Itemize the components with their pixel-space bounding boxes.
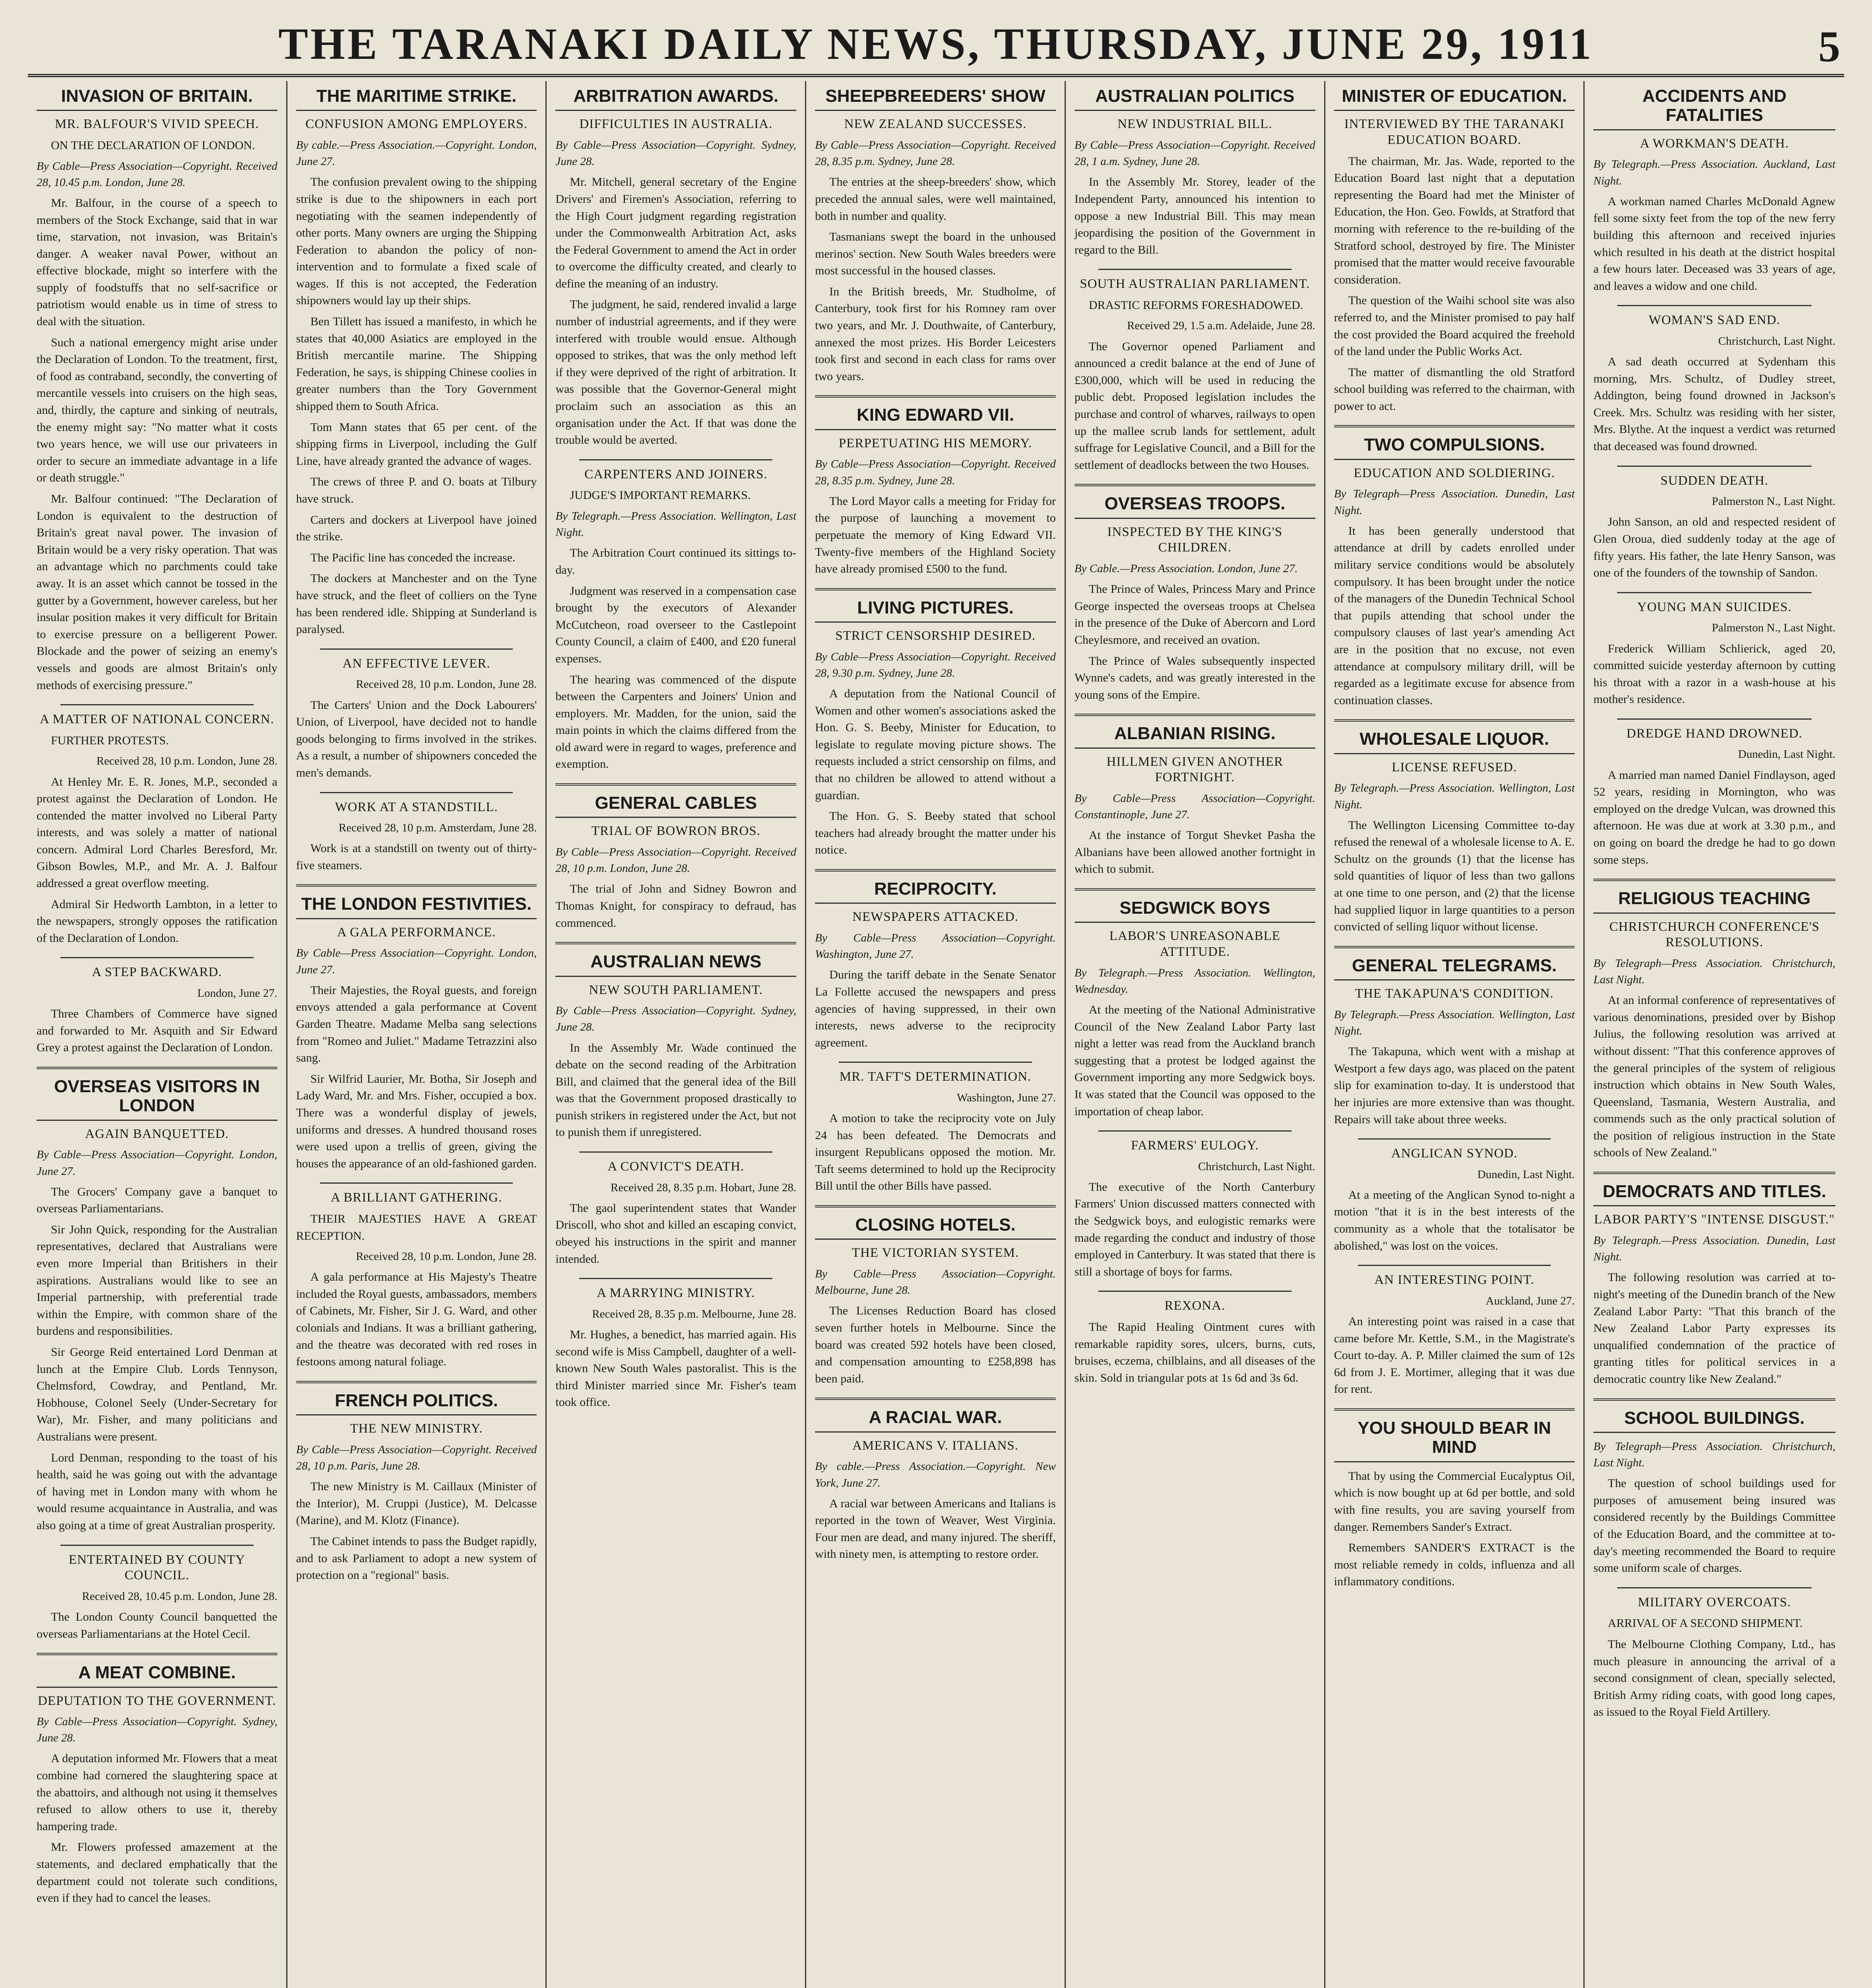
article-paragraph: The entries at the sheep-breeders' show, which preceded the annual sales, were well maintained, both in number and quality. <box>815 175 1056 223</box>
article-paragraph: ARRIVAL OF A SECOND SHIPMENT. <box>1608 1617 1803 1630</box>
masthead <box>28 14 1844 77</box>
article <box>296 87 537 638</box>
section-divider <box>1593 1172 1835 1174</box>
article <box>37 957 277 1056</box>
section-divider <box>1075 484 1315 486</box>
article-subheading: A CONVICT'S DEATH. <box>607 1159 745 1174</box>
article-paragraph: Mr. Flowers professed amazement at the statements, and declared emphatically that the department could not tolerate such conditions, even if they had to cancel the leases. <box>37 1840 277 1905</box>
article-subheading: INSPECTED BY THE KING'S CHILDREN. <box>1107 524 1282 555</box>
article-subheading: DEPUTATION TO THE GOVERNMENT. <box>38 1693 276 1708</box>
column-5 <box>1066 81 1325 1988</box>
article-paragraph: The trial of John and Sidney Bowron and Thomas Knight, for conspiracy to defraud, has commenced. <box>555 882 797 930</box>
article-subheading: YOUNG MAN SUICIDES. <box>1637 600 1792 614</box>
article <box>555 87 796 449</box>
sub-divider <box>1617 466 1812 467</box>
article-paragraph: By Telegraph—Press Association. Christchurch, Last Night. <box>1593 957 1835 986</box>
section-divider <box>1334 425 1575 427</box>
article <box>1593 718 1835 868</box>
sub-divider <box>320 1182 513 1184</box>
article <box>1593 592 1835 708</box>
article-paragraph: Frederick William Schlierick, aged 20, committed suicide yesterday afternoon by cutting his throat with a razor in a wash-house at his mother's residence. <box>1593 642 1835 706</box>
article-paragraph: The crews of three P. and O. boats at Tilbury have struck. <box>296 475 537 506</box>
article-paragraph: In the British breeds, Mr. Studholme, of Canterbury, took first for his Romney ram over two years, and Mr. J. Douthwaite, of Canterbury, annexed the most prizes. His Border Leicesters took first and second in each class for rams over two years. <box>815 285 1056 383</box>
section-divider <box>815 869 1056 872</box>
article-subheading: A MATTER OF NATIONAL CONCERN. <box>39 712 274 727</box>
article <box>1593 879 1835 1161</box>
section-divider <box>815 1398 1056 1400</box>
article-subheading: DIFFICULTIES IN AUSTRALIA. <box>579 117 773 132</box>
article <box>555 1278 796 1411</box>
article-paragraph: The Grocers' Company gave a banquet to overseas Parliamentarians. <box>37 1185 277 1215</box>
article-paragraph: A workman named Charles McDonald Agnew fell some sixty feet from the top of the new ferry building this afternoon and received injuries which resulted in his death at the district hospital a few hours later. Deceased was 33 years of age, and leaves a widow and one child. <box>1593 194 1835 293</box>
article-paragraph: By Cable—Press Association—Copyright. Received 28, 8.35 p.m. Sydney, June 28. <box>815 458 1056 487</box>
article <box>1334 1408 1575 1590</box>
sub-divider <box>1617 592 1812 593</box>
article <box>1075 269 1315 474</box>
article-paragraph: Sir Wilfrid Laurier, Mr. Botha, Sir Joseph and Lady Ward, Mr. and Mrs. Fisher, occupied a box. There was a wonderful display of jewels, uniforms and dresses. A hundred thousand roses were used upon a trellis of green, giving the houses the appearance of an old-fashioned garden. <box>296 1072 537 1170</box>
article <box>296 1381 537 1584</box>
article <box>1075 1130 1315 1280</box>
article-heading: SHEEPBREEDERS' SHOW <box>815 87 1056 111</box>
article-subheading: INTERVIEWED BY THE TARANAKI EDUCATION BOARD. <box>1344 117 1565 147</box>
article-subheading: CHRISTCHURCH CONFERENCE'S RESOLUTIONS. <box>1609 919 1820 950</box>
article-paragraph: The Cabinet intends to pass the Budget rapidly, and to ask Parliament to adopt a new system of protection on a "regional" basis. <box>296 1534 537 1582</box>
section-divider <box>1075 714 1315 716</box>
page-number: 5 <box>1818 22 1840 71</box>
article <box>296 884 537 1172</box>
article-paragraph: By Cable—Press Association—Copyright. Received 28, 10 p.m. Paris, June 28. <box>296 1443 537 1472</box>
sub-divider <box>839 1062 1032 1063</box>
article-heading: AUSTRALIAN NEWS <box>555 952 796 977</box>
article <box>815 1062 1056 1195</box>
article-paragraph: The matter of dismantling the old Stratford school building was referred to the chairman, with power to act. <box>1334 365 1575 413</box>
article <box>815 1205 1056 1387</box>
sub-divider <box>1098 1291 1292 1292</box>
article-paragraph: Work is at a standstill on twenty out of thirty-five steamers. <box>296 842 537 872</box>
article-paragraph: Dunedin, Last Night. <box>1477 1168 1575 1181</box>
article <box>1075 87 1315 258</box>
article-paragraph: The confusion prevalent owing to the shipping strike is due to the shipowners in each port negotiating with the seamen independently of other ports. Many owners are urging the Shipping Federation to abandon the policy of non-intervention and to formulate a fixed scale of wages. If this is not accepted, the Federation shipowners would lay up their ships. <box>296 175 537 307</box>
article-paragraph: By Cable—Press Association—Copyright. Received 28, 8.35 p.m. Sydney, June 28. <box>815 138 1056 168</box>
article-heading: ALBANIAN RISING. <box>1075 724 1315 748</box>
article-paragraph: Sir George Reid entertained Lord Denman at lunch at the Empire Club. Lords Tennyson, Chelmsford, Cowdray, and Pentland, Mr. Hobhouse, Colonel Seely (Under-Secretary for War), Mr. Fisher, and many politicians and Australians were present. <box>37 1345 277 1444</box>
column-2 <box>287 81 547 1988</box>
article <box>1075 1291 1315 1386</box>
sub-divider <box>1098 1130 1292 1132</box>
article-paragraph: By Cable—Press Association—Copyright. Sydney, June 28. <box>555 1004 797 1034</box>
article-subheading: NEWSPAPERS ATTACKED. <box>852 910 1018 924</box>
article-heading: OVERSEAS TROOPS. <box>1075 494 1315 518</box>
article-subheading: AN INTERESTING POINT. <box>1374 1273 1534 1287</box>
article <box>1075 484 1315 703</box>
article-heading: ACCIDENTS AND FATALITIES <box>1593 87 1835 130</box>
article <box>815 1398 1056 1563</box>
article-paragraph: Three Chambers of Commerce have signed and forwarded to Mr. Asquith and Sir Edward Grey a protest against the Declaration of London. <box>37 1007 277 1054</box>
article-paragraph: At the meeting of the National Administrative Council of the New Zealand Labor Party last night a letter was read from the Auckland branch suggesting that a protest be lodged against the Government importing any more Sedgwick boys. It was stated that the Council was opposed to the importation of cheap labor. <box>1074 1003 1315 1118</box>
article-paragraph: By Telegraph—Press Association. Dunedin, Last Night. <box>1334 487 1575 517</box>
article-paragraph: By Telegraph.—Press Association. Wellington, Wednesday. <box>1074 966 1315 996</box>
article-paragraph: Received 29, 1.5 a.m. Adelaide, June 28. <box>1127 319 1315 332</box>
article-heading: AUSTRALIAN POLITICS <box>1075 87 1315 111</box>
article-heading: INVASION OF BRITAIN. <box>37 87 277 111</box>
article <box>815 588 1056 859</box>
sub-divider <box>1617 1587 1812 1588</box>
section-divider <box>1334 719 1575 722</box>
article-subheading: LICENSE REFUSED. <box>1391 760 1517 775</box>
column-6 <box>1325 81 1585 1988</box>
article-paragraph: Their Majesties, the Royal guests, and foreign envoys attended a gala performance at Covent Garden Theatre. Madame Melba sang selections from "Romeo and Juliet." Madame Tetrazzini also sang. <box>296 983 537 1065</box>
article-subheading: AN EFFECTIVE LEVER. <box>342 656 491 671</box>
article-paragraph: FURTHER PROTESTS. <box>51 734 169 747</box>
article-paragraph: By Telegraph.—Press Association. Wellington, Last Night. <box>1334 782 1575 811</box>
article-paragraph: THEIR MAJESTIES HAVE A GREAT RECEPTION. <box>296 1212 537 1242</box>
article-paragraph: Auckland, June 27. <box>1486 1294 1575 1307</box>
article-paragraph: The Prince of Wales subsequently inspected Wynne's cadets, and was greatly interested in the young sons of the Empire. <box>1074 654 1315 701</box>
article-paragraph: JUDGE'S IMPORTANT REMARKS. <box>570 489 751 502</box>
article <box>37 1545 277 1643</box>
article <box>296 1182 537 1371</box>
article-subheading: ENTERTAINED BY COUNTY COUNCIL. <box>68 1552 245 1583</box>
article-subheading: STRICT CENSORSHIP DESIRED. <box>835 629 1036 643</box>
article-paragraph: Received 28, 10 p.m. London, June 28. <box>356 678 537 691</box>
article-heading: A RACIAL WAR. <box>815 1408 1056 1432</box>
article <box>555 942 796 1141</box>
article-paragraph: The Wellington Licensing Committee to-day refused the renewal of a wholesale license to A. E. Schultz on the grounds (1) that the license has sold quantities of liquor of less than two gallons at one time to one person, and (2) that the license had supplied liquor in large quantities to a person convicted of selling liquor without license. <box>1334 818 1575 934</box>
article <box>37 704 277 947</box>
columns-grid <box>28 81 1844 1988</box>
article-subheading: WOMAN'S SAD END. <box>1649 313 1781 328</box>
article-subheading: HILLMEN GIVEN ANOTHER FORTNIGHT. <box>1106 754 1283 785</box>
article-paragraph: By Telegraph—Press Association. Christchurch, Last Night. <box>1593 1440 1835 1470</box>
article-subheading: A GALA PERFORMANCE. <box>337 925 496 940</box>
masthead-title: THE TARANAKI DAILY NEWS, THURSDAY, JUNE 29, 1911 <box>278 19 1594 69</box>
article-paragraph: At Henley Mr. E. R. Jones, M.P., seconded a protest against the Declaration of London. He contended the matter involved no Liberal Party interests, and was solely a matter of national concern. Admiral Lord Charles Beresford, Mr. Gibson Bowles, M.P., and Mr. A. J. Balfour addressed a great overflow meeting. <box>37 775 277 890</box>
article-paragraph: By Telegraph.—Press Association. Dunedin, Last Night. <box>1593 1234 1835 1264</box>
article-paragraph: A racial war between Americans and Italians is reported in the town of Weaver, West Virginia. Four men are dead, and many injured. The sheriff, with ninety men, is attempting to restore order. <box>815 1497 1056 1561</box>
sub-divider <box>1617 718 1812 720</box>
article-paragraph: At a meeting of the Anglican Synod to-night a motion "that it is in the best interests of the community as a whole that the totalisator be abolished," was lost on the voices. <box>1334 1188 1575 1252</box>
article-paragraph: Tasmanians swept the board in the unhoused merinos' section. New South Wales breeders were most successful in the housed classes. <box>815 230 1056 278</box>
article-paragraph: Dunedin, Last Night. <box>1738 748 1835 761</box>
section-divider <box>1334 1408 1575 1411</box>
article-paragraph: Mr. Balfour, in the course of a speech to members of the Stock Exchange, said that in war time, starvation, not invasion, was Britain's danger. A weaker naval Power, without an effective blockade, might so interfere with the supply of foodstuffs that no self-sacrifice or patriotism would enable us in time of stress to deal with the situation. <box>37 196 277 328</box>
article <box>1593 1172 1835 1388</box>
article-paragraph: Received 28, 8.35 p.m. Hobart, June 28. <box>611 1181 797 1194</box>
article-subheading: WORK AT A STANDSTILL. <box>335 800 498 814</box>
article-paragraph: The Licenses Reduction Board has closed seven further hotels in Melbourne. Since the board was created 592 hotels have been closed, and compensation amounting to £258,898 has been paid. <box>815 1304 1056 1385</box>
section-divider <box>815 1205 1056 1208</box>
section-divider <box>296 1381 537 1383</box>
article-paragraph: Washington, June 27. <box>956 1091 1056 1104</box>
article-subheading: MR. BALFOUR'S VIVID SPEECH. <box>55 117 259 132</box>
article <box>1075 714 1315 878</box>
article-paragraph: The following resolution was carried at to-night's meeting of the Dunedin branch of the New Zealand Labor Party: "That this branch of the New Zealand Labor Party expresses its unqualified condemnation of the practice of granting titles for political services in a democratic country like New Zealand." <box>1593 1271 1835 1386</box>
article-heading: CLOSING HOTELS. <box>815 1215 1056 1240</box>
article-paragraph: The executive of the North Canterbury Farmers' Union discussed matters connected with the Sedgwick boys, and eulogistic remarks were made regarding the conduct and industry of those employed in Canterbury. It was stated that there is still a shortage of boys for farms. <box>1074 1180 1315 1278</box>
article-paragraph: In the Assembly Mr. Storey, leader of the Independent Party, announced his intention to oppose a new Industrial Bill. This may mean jeopardising the position of the Government in regard to the Bill. <box>1074 175 1315 256</box>
article-paragraph: At an informal conference of representatives of various denominations, presided over by Bishop Julius, the following resolution was arrived at without dissent: "That this conference approves of the general principles of the system of religious instruction which obtains in New South Wales, Queensland, Tasmania, Western Australia, and commends such as the only practical solution of the position of religious instruction in the State schools of New Zealand." <box>1593 994 1835 1159</box>
article-subheading: A BRILLIANT GATHERING. <box>331 1190 502 1205</box>
article-paragraph: The Lord Mayor calls a meeting for Friday for the purpose of launching a movement to perpetuate the memory of King Edward VII. Twenty-five members of the Highland Society have already promised £500 to the fund. <box>815 494 1056 576</box>
article-paragraph: By Cable—Press Association—Copyright. Melbourne, June 28. <box>815 1268 1056 1297</box>
article-heading: RELIGIOUS TEACHING <box>1593 889 1835 913</box>
sub-divider <box>579 1151 772 1153</box>
article-paragraph: By Cable—Press Association—Copyright. London, June 27. <box>37 1148 277 1178</box>
article-paragraph: Mr. Hughes, a benedict, has married again. His second wife is Miss Campbell, daughter of a well-known New South Wales pastoralist. This is the third Minister married since Mr. Fisher's team took office. <box>555 1328 797 1409</box>
article-paragraph: A gala performance at His Majesty's Theatre included the Royal guests, ambassadors, members of Cabinets, Mr. Fisher, Sir J. G. Ward, and other colonials and Indians. It was a brilliant gathering, and the theatre was decorated with red roses in festoons among natural foliage. <box>296 1270 537 1369</box>
article-heading: RECIPROCITY. <box>815 879 1056 904</box>
article <box>1334 1265 1575 1398</box>
article-subheading: LABOR'S UNREASONABLE ATTITUDE. <box>1109 929 1280 959</box>
article-subheading: FARMERS' EULOGY. <box>1131 1138 1259 1153</box>
article-paragraph: The Arbitration Court continued its sittings to-day. <box>555 546 797 577</box>
article-paragraph: The Melbourne Clothing Company, Ltd., has much pleasure in announcing the arrival of a second consignment of clean, specially selected, British Army riding coats, with good long capes, as issued to the Royal Field Artillery. <box>1593 1638 1835 1719</box>
article-paragraph: The Carters' Union and the Dock Labourers' Union, of Liverpool, have decided not to handle goods belonging to firms involved in the strikes. As a result, a number of shipowners conceded the men's demands. <box>296 698 537 779</box>
article-paragraph: By Cable—Press Association—Copyright. Received 28, 10 p.m. London, June 28. <box>555 846 797 875</box>
article-subheading: ANGLICAN SYNOD. <box>1391 1146 1518 1161</box>
sub-divider <box>60 704 254 705</box>
article-paragraph: Admiral Sir Hedworth Lambton, in a letter to the newspapers, strongly opposes the ratification of the Declaration of London. <box>37 897 277 945</box>
article-subheading: THE VICTORIAN SYSTEM. <box>852 1246 1019 1260</box>
column-4 <box>806 81 1066 1988</box>
article-paragraph: The Prince of Wales, Princess Mary and Prince George inspected the overseas troops at Chelsea in the presence of the Duke of Abercorn and Lord Cheylesmore, and received an ovation. <box>1074 582 1315 646</box>
section-divider <box>296 884 537 887</box>
article-paragraph: Christchurch, Last Night. <box>1198 1160 1315 1173</box>
article-paragraph: The Rapid Healing Ointment cures with remarkable rapidity sores, ulcers, burns, cuts, bruises, eczema, chilblains, and all diseases of the skin. Sold in triangular pots at 1s 6d and 3s 6d. <box>1074 1320 1315 1384</box>
column-1 <box>28 81 287 1988</box>
article <box>1334 87 1575 415</box>
article-heading: TWO COMPULSIONS. <box>1334 435 1575 460</box>
section-divider <box>815 395 1056 398</box>
article-paragraph: Christchurch, Last Night. <box>1718 334 1835 348</box>
article <box>1593 1587 1835 1721</box>
article-paragraph: The chairman, Mr. Jas. Wade, reported to the Education Board last night that a deputation representing the Board had met the Minister of Education, the Hon. Geo. Fowlds, at Stratford that morning with reference to the re-building of the Stratford school, destroyed by fire. The Minister promised that the matter would receive favourable consideration. <box>1334 154 1575 286</box>
article-heading: ARBITRATION AWARDS. <box>555 87 796 111</box>
sub-divider <box>579 1278 772 1279</box>
article-paragraph: A deputation informed Mr. Flowers that a meat combine had cornered the slaughtering space at the abattoirs, and although not using it themselves refused to allow others to use it, thereby hampering trade. <box>37 1752 277 1833</box>
article-heading: THE LONDON FESTIVITIES. <box>296 895 537 919</box>
section-divider <box>1593 1398 1835 1401</box>
article-paragraph: Mr. Mitchell, general secretary of the Engine Drivers' and Firemen's Association, referring to the High Court judgment regarding registration under the Commonwealth Arbitration Act, asks the Federal Government to amend the Act in order to overcome the difficulty created, and clearly to define the meaning of an industry. <box>555 175 797 290</box>
article <box>296 792 537 874</box>
article-paragraph: Judgment was reserved in a compensation case brought by the executors of Alexander McCutcheon, road overseer to the Castlepoint County Council, a claim of £400, and £20 funeral expenses. <box>555 584 797 665</box>
article <box>1334 946 1575 1128</box>
article-heading: LIVING PICTURES. <box>815 598 1056 623</box>
article-heading: SCHOOL BUILDINGS. <box>1593 1409 1835 1433</box>
article-paragraph: Palmerston N., Last Night. <box>1712 495 1835 508</box>
article-paragraph: By Cable—Press Association—Copyright. Washington, June 27. <box>815 932 1056 961</box>
article-paragraph: That by using the Commercial Eucalyptus Oil, which is now bought up at 6d per bottle, and sold with fine results, you are saving yourself from danger. Remembers Sander's Extract. <box>1334 1469 1575 1534</box>
article-paragraph: The Takapuna, which went with a mishap at Westport a few days ago, was placed on the patent slip for examination to-day. It is understood that her injuries are more extensive than was thought. Repairs will take about three weeks. <box>1334 1045 1575 1126</box>
article <box>37 1653 277 1907</box>
article-paragraph: London, June 27. <box>197 987 277 1000</box>
article-heading: FRENCH POLITICS. <box>296 1391 537 1415</box>
article-paragraph: Received 28, 10 p.m. London, June 28. <box>96 755 277 768</box>
article-paragraph: By Telegraph.—Press Association. Wellington, Last Night. <box>1334 1008 1575 1037</box>
article-paragraph: John Sanson, an old and respected resident of Glen Oroua, died suddenly today at the age of fifty years. His father, the late Henry Sanson, was one of the founders of the township of Sandon. <box>1593 515 1835 580</box>
section-divider <box>1593 879 1835 881</box>
article-subheading: CARPENTERS AND JOINERS. <box>584 467 768 481</box>
article-paragraph: By Telegraph.—Press Association. Wellington, Last Night. <box>555 510 797 539</box>
article <box>555 1151 796 1268</box>
article <box>1334 1138 1575 1254</box>
article-subheading: NEW ZEALAND SUCCESSES. <box>844 117 1027 132</box>
article-subheading: A WORKMAN'S DEATH. <box>1640 136 1789 151</box>
article <box>1593 466 1835 582</box>
article-subheading: A STEP BACKWARD. <box>92 965 222 980</box>
sub-divider <box>320 792 513 793</box>
article-paragraph: Tom Mann states that 65 per cent. of the shipping firms in Liverpool, including the Gulf Line, have already granted the advance of wages. <box>296 420 537 468</box>
article-paragraph: By Cable—Press Association—Copyright. London, June 27. <box>296 947 537 976</box>
article-subheading: NEW SOUTH PARLIAMENT. <box>589 982 763 997</box>
article-paragraph: Mr. Balfour continued: "The Declaration of London is equivalent to the destruction of Britain's great naval power. The invasion of Britain would be a very risky operation. That was an advantage which no parchments could take away. It is an asset which cannot be tossed in the gutter by a Government, however careless, but her insular position makes it very difficult for Britain to exercise pressure on a belligerent Power. Blockade and the power of seizing an enemy's vessels and goods are almost Britain's only methods of exercising pressure." <box>37 492 277 692</box>
article-heading: GENERAL CABLES <box>555 794 796 818</box>
article-paragraph: Received 28, 10 p.m. London, June 28. <box>356 1250 537 1263</box>
article-paragraph: Lord Denman, responding to the toast of his health, said he was going out with the advantage of having met in London many with whom he would resume acquaintance in Australia, and was also going at a time of great Australian prosperity. <box>37 1451 277 1532</box>
section-divider <box>37 1653 277 1655</box>
article-paragraph: Received 28, 10.45 p.m. London, June 28. <box>82 1590 277 1603</box>
sub-divider <box>1098 269 1292 270</box>
section-divider <box>815 588 1056 590</box>
sub-divider <box>320 648 513 650</box>
article-subheading: LABOR PARTY'S "INTENSE DISGUST." <box>1594 1212 1835 1227</box>
article-paragraph: The judgment, he said, rendered invalid a large number of industrial agreements, and if they were interfered with trouble would ensue. Although opposed to strikes, that was the only method left if they were deprived of the right of arbitration. It was possible that the Governor-General might proclaim such an association as this an organisation under the Act. If that was done the trouble would be averted. <box>555 298 797 447</box>
article-paragraph: By cable.—Press Association.—Copyright. London, June 27. <box>296 138 537 168</box>
article-heading: GENERAL TELEGRAMS. <box>1334 956 1575 980</box>
article-subheading: REXONA. <box>1164 1299 1226 1313</box>
section-divider <box>555 783 796 786</box>
article-paragraph: By cable.—Press Association.—Copyright. New York, June 27. <box>815 1460 1056 1489</box>
article <box>1593 1398 1835 1577</box>
section-divider <box>1075 888 1315 891</box>
sub-divider <box>1358 1265 1551 1266</box>
section-divider <box>37 1067 277 1069</box>
article-paragraph: Palmerston N., Last Night. <box>1712 621 1835 635</box>
article-paragraph: During the tariff debate in the Senate Senator La Follette accused the newspapers and press agencies of having suppressed, in their own interests, news adverse to the reciprocity agreement. <box>815 968 1056 1049</box>
article <box>555 459 796 773</box>
article-heading: WHOLESALE LIQUOR. <box>1334 730 1575 754</box>
article <box>1593 87 1835 295</box>
article-paragraph: In the Assembly Mr. Wade continued the debate on the second reading of the Arbitration Bill, and claimed that the general idea of the Bill was that the Government proposed drastically to punish strikers in registered under the Act, but not to punish them if unregistered. <box>555 1041 797 1139</box>
article <box>815 87 1056 385</box>
article-paragraph: A married man named Daniel Findlayson, aged 52 years, residing in Mornington, who was employed on the dredge Vulcan, was drowned this afternoon. He was due at work at 3.30 p.m., and on going on board the dredge he had to go down some steps. <box>1593 768 1835 866</box>
article-subheading: SOUTH AUSTRALIAN PARLIAMENT. <box>1080 277 1310 291</box>
article-heading: DEMOCRATS AND TITLES. <box>1593 1182 1835 1206</box>
article-paragraph: By Cable—Press Association—Copyright. Received 28, 9.30 p.m. Sydney, June 28. <box>815 650 1056 679</box>
article <box>815 869 1056 1051</box>
article-paragraph: The new Ministry is M. Caillaux (Minister of the Interior), M. Cruppi (Justice), M. Delcasse (Marine), and M. Klotz (Finance). <box>296 1480 537 1527</box>
article-paragraph: It has been generally understood that attendance at drill by cadets enrolled under military service conditions would be absolutely compulsory. It has been brought under the notice of the managers of the Dunedin Technical School that pupils attending that school under the compulsory clauses of last year's amending Act are in the position that no excuse, not even attendance at compulsory military drill, will be regarded as a legitimate excuse for absence from continuation classes. <box>1334 524 1575 707</box>
article-subheading: CONFUSION AMONG EMPLOYERS. <box>305 117 528 132</box>
article-paragraph: The question of school buildings used for purposes of amusement being insured was considered recently by the Buildings Committee of the Education Board, and the committee at to-day's meeting recommended the Board to require some uniform scale of charges. <box>1593 1477 1835 1575</box>
article-paragraph: Received 28, 10 p.m. Amsterdam, June 28. <box>338 821 537 835</box>
article-heading: OVERSEAS VISITORS IN LONDON <box>37 1077 277 1121</box>
sub-divider <box>60 1545 254 1546</box>
article <box>37 87 277 694</box>
article <box>1593 305 1835 455</box>
article <box>1334 425 1575 709</box>
article-paragraph: By Telegraph.—Press Association. Auckland, Last Night. <box>1593 158 1835 187</box>
article-paragraph: By Cable—Press Association—Copyright. Received 28, 10.45 p.m. London, June 28. <box>37 159 277 189</box>
article-paragraph: Received 28, 8.35 p.m. Melbourne, June 28. <box>592 1307 797 1320</box>
article-heading: A MEAT COMBINE. <box>37 1663 277 1687</box>
article-paragraph: By Cable.—Press Association. London, June 27. <box>1074 562 1298 575</box>
article-heading: SEDGWICK BOYS <box>1075 899 1315 923</box>
article-paragraph: Carters and dockers at Liverpool have joined the strike. <box>296 513 537 544</box>
article-heading: YOU SHOULD BEAR IN MIND <box>1334 1419 1575 1462</box>
article-subheading: MR. TAFT'S DETERMINATION. <box>839 1070 1032 1084</box>
article-paragraph: By Cable—Press Association—Copyright. Sydney, June 28. <box>37 1715 277 1745</box>
sub-divider <box>579 459 772 460</box>
article-paragraph: The question of the Waihi school site was also referred to, and the Minister promised to pay half the cost provided the Board acquired the freehold of the land under the Public Works Act. <box>1334 294 1575 358</box>
article-subheading: EDUCATION AND SOLDIERING. <box>1354 466 1555 480</box>
article-paragraph: The dockers at Manchester and on the Tyne have struck, and the fleet of colliers on the Tyne has been rendered idle. Shipping at Sunderland is paralysed. <box>296 572 537 636</box>
article-paragraph: The Hon. G. S. Beeby stated that school teachers had already brought the matter under his notice. <box>815 810 1056 857</box>
article-subheading: NEW INDUSTRIAL BILL. <box>1117 117 1273 132</box>
article-subheading: AMERICANS V. ITALIANS. <box>852 1438 1018 1453</box>
article <box>815 395 1056 577</box>
article-subheading: A MARRYING MINISTRY. <box>597 1286 755 1301</box>
article <box>555 783 796 932</box>
article-subheading: TRIAL OF BOWRON BROS. <box>591 824 760 839</box>
article-subheading: PERPETUATING HIS MEMORY. <box>838 436 1032 450</box>
article-paragraph: Ben Tillett has issued a manifesto, in which he states that 40,000 Asiatics are employed in the British mercantile marine. The Shipping Federation, he says, is shipping Chinese coolies in greater numbers than the Tory Government shipped them to South Africa. <box>296 315 537 413</box>
column-7 <box>1585 81 1844 1988</box>
section-divider <box>555 942 796 944</box>
article-paragraph: The London County Council banquetted the overseas Parliamentarians at the Hotel Cecil. <box>37 1610 277 1640</box>
article-subheading: THE TAKAPUNA'S CONDITION. <box>1355 986 1554 1001</box>
article-subheading: THE NEW MINISTRY. <box>350 1421 483 1436</box>
section-divider <box>1334 946 1575 948</box>
article <box>1334 719 1575 935</box>
article-heading: THE MARITIME STRIKE. <box>296 87 537 111</box>
article <box>1075 888 1315 1120</box>
article-paragraph: At the instance of Torgut Shevket Pasha the Albanians have been allowed another fortnight in which to submit. <box>1074 829 1315 876</box>
article-paragraph: DRASTIC REFORMS FORESHADOWED. <box>1088 298 1304 312</box>
article-paragraph: A motion to take the reciprocity vote on July 24 has been defeated. The Democrats and insurgent Republicans opposed the motion. Mr. Taft seems determined to hold up the Reciprocity Bill until the other Bills have passed. <box>815 1112 1056 1193</box>
sub-divider <box>60 957 254 958</box>
article-paragraph: Remembers SANDER'S EXTRACT is the most reliable remedy in colds, influenza and all inflammatory conditions. <box>1334 1541 1575 1588</box>
column-3 <box>547 81 806 1988</box>
article-subheading: SUDDEN DEATH. <box>1660 473 1769 488</box>
article-paragraph: A sad death occurred at Sydenham this morning, Mrs. Schultz, of Dudley street, Addington, being found drowned in Jackson's Creek. Mrs. Schultz was residing with her sister, Mrs. Blythe. At the inquest a verdict was returned that deceased was found drowned. <box>1593 355 1835 453</box>
article-subheading: DREDGE HAND DROWNED. <box>1626 726 1802 741</box>
article-paragraph: Sir John Quick, responding for the Australian representatives, declared that Australians were even more Imperial than Britishers in their aspirations. Australians would like to see an Imperial partnership, with preferential trade within the Empire, with common share of the burdens and responsibilities. <box>37 1223 277 1338</box>
article-heading: KING EDWARD VII. <box>815 406 1056 430</box>
article-paragraph: ON THE DECLARATION OF LONDON. <box>51 138 255 152</box>
sub-divider <box>1617 305 1812 306</box>
article-subheading: AGAIN BANQUETTED. <box>85 1126 229 1141</box>
article-paragraph: The Pacific line has conceded the increase. <box>310 551 516 564</box>
article-paragraph: The hearing was commenced of the dispute between the Carpenters and Joiners' Union and employers. Mr. Madden, for the union, said the main points in which the claims differed from the old award were in regard to wages, preference and exemption. <box>555 673 797 771</box>
article <box>296 648 537 782</box>
article-paragraph: By Cable—Press Association—Copyright. Constantinople, June 27. <box>1074 792 1315 821</box>
article-paragraph: Such a national emergency might arise under the Declaration of London. To the treatment, first, of food as contraband, secondly, the converting of mercantile vessels into cruisers on the high seas, and, thirdly, the capture and sinking of neutrals, the enemy might say: "No matter what it costs two years hence, we will use our privateers in order to secure an immediate advantage in a life or death struggle." <box>37 336 277 485</box>
article-paragraph: By Cable—Press Association—Copyright. Received 28, 1 a.m. Sydney, June 28. <box>1074 138 1315 168</box>
article-paragraph: An interesting point was raised in a case that came before Mr. Kettle, S.M., in the Magistrate's Court to-day. A. P. Miller claimed the sum of 12s 6d from J. E. Mortimer, alleging that it was due for rent. <box>1334 1315 1575 1396</box>
article <box>37 1067 277 1534</box>
article-paragraph: The Governor opened Parliament and announced a credit balance at the end of June of £300,000, which will be used in reducing the public debt. Proposed legislation includes the purchase and control of wharves, railways to open up the mallee scrub lands for settlement, adult suffrage for Legislative Council, and a Bill for the settlement of deadlocks between the two Houses. <box>1074 340 1315 472</box>
article-paragraph: The gaol superintendent states that Wander Driscoll, who shot and killed an escaping convict, obeyed his instructions in the spirit and manner intended. <box>555 1201 797 1266</box>
article-subheading: MILITARY OVERCOATS. <box>1637 1595 1791 1609</box>
article-heading: MINISTER OF EDUCATION. <box>1334 87 1575 111</box>
article-paragraph: A deputation from the National Council of Women and other women's associations asked the Hon. G. S. Beeby, Minister for Education, to legislate to regulate moving picture shows. The requests included a strict censorship on films, and that no children be allowed to attend without a guardian. <box>815 687 1056 802</box>
article-paragraph: By Cable—Press Association—Copyright. Sydney, June 28. <box>555 138 797 168</box>
sub-divider <box>1358 1138 1551 1140</box>
